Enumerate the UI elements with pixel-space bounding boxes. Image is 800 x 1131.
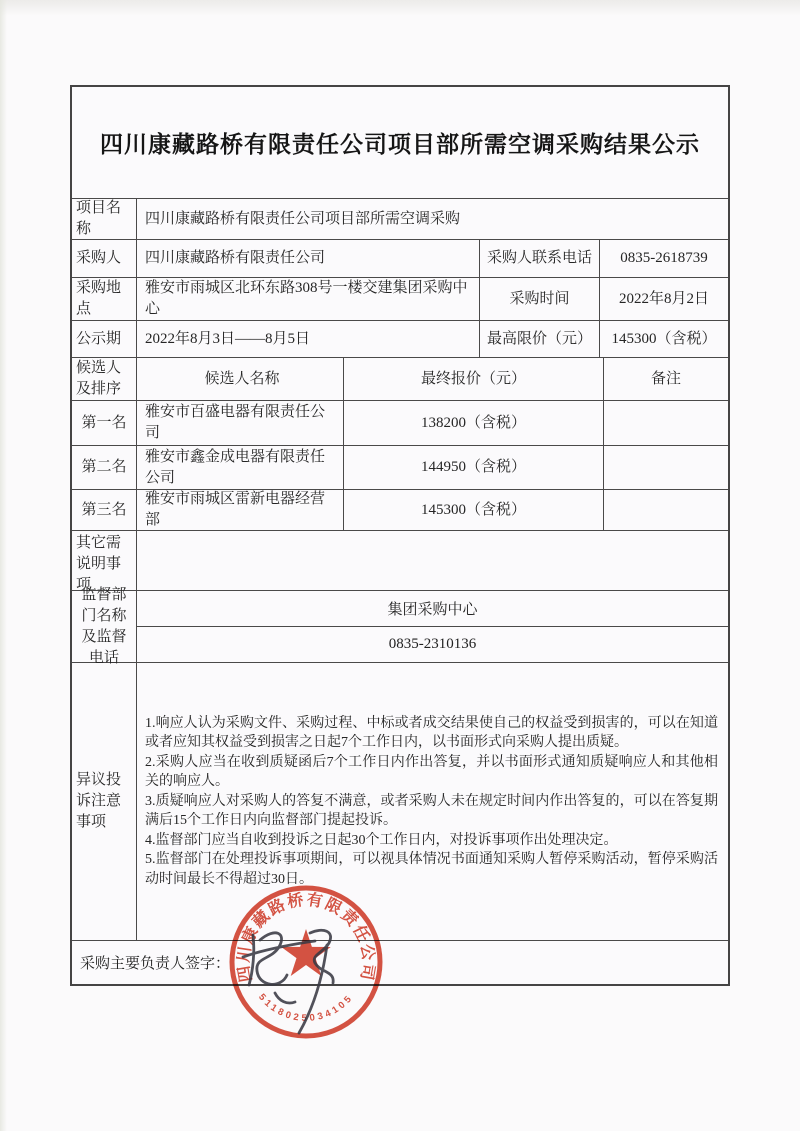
purchase-time-label: 采购时间 (479, 278, 599, 320)
candidate-price: 144950（含税） (343, 446, 603, 489)
paper-left-edge (0, 0, 7, 1131)
signature-label: 采购主要负责人签字： (80, 956, 231, 972)
supervision-department: 集团采购中心 (387, 602, 478, 618)
supervision-values (136, 591, 728, 662)
publicity-period-label: 公示期 (76, 330, 122, 347)
candidates-header-row (72, 357, 728, 400)
purchaser-label: 采购人 (76, 250, 122, 266)
candidate-name-header: 候选人名称 (136, 358, 343, 400)
purchaser-row (72, 239, 728, 277)
purchaser-value: 四川康藏路桥有限责任公司 (136, 240, 479, 277)
objection-item-1: 1.响应人认为采购文件、采购过程、中标或者成交结果使自己的权益受到损害的，可以在知道或者应知其权益受到损害之日起7个工作日内，以书面形式向采购人提出质疑。 (145, 715, 718, 751)
candidate-price: 145300（含税） (343, 490, 603, 530)
objection-notice-row (72, 662, 728, 940)
purchaser-phone-label: 采购人联系电话 (479, 240, 599, 277)
objection-items (136, 663, 728, 940)
announcement-table (70, 85, 730, 986)
candidate-rank: 第三名 (81, 501, 127, 518)
location-row (72, 277, 728, 320)
objection-item-3: 3.质疑响应人对采购人的答复不满意，或者采购人未在规定时间内作出答复的，可以在答复期满后15个工作日内向监督部门提起投诉。 (145, 793, 718, 829)
signature-row (72, 940, 728, 984)
objection-item-4: 4.监督部门应当自收到投诉之日起30个工作日内，对投诉事项作出处理决定。 (145, 832, 618, 848)
supervision-row (72, 586, 728, 666)
price-limit-label: 最高限价（元） (479, 321, 599, 357)
project-name-row (72, 198, 728, 239)
candidate-remark (603, 446, 728, 489)
location-label: 采购地点 (76, 280, 122, 317)
purchase-time-value: 2022年8月2日 (599, 278, 728, 320)
other-notes-row (72, 530, 728, 593)
seal-number-text: 5118025034105 (256, 991, 356, 1024)
candidate-remark (603, 490, 728, 530)
project-name-value: 四川康藏路桥有限责任公司项目部所需空调采购 (136, 199, 728, 239)
publicity-period-row (72, 320, 728, 357)
candidates-label: 候选人及排序 (76, 360, 122, 397)
handwritten-signature (215, 905, 365, 1055)
project-name-label: 项目名称 (76, 200, 122, 237)
supervision-phone: 0835-2310136 (137, 626, 728, 662)
table-row (72, 400, 728, 445)
seal-company-text: 四川康藏路桥有限责任公司 (235, 891, 377, 984)
candidate-remark (603, 401, 728, 445)
paper-top-edge (0, 0, 800, 16)
candidate-name: 雅安市鑫金成电器有限责任公司 (136, 446, 343, 489)
objection-item-2: 2.采购人应当在收到质疑函后7个工作日内作出答复，并以书面形式通知质疑响应人和其他相关的响应人。 (145, 754, 718, 790)
remark-header: 备注 (603, 358, 728, 400)
page-title: 四川康藏路桥有限责任公司项目部所需空调采购结果公示 (100, 132, 700, 157)
other-notes-value (136, 531, 728, 590)
final-price-header: 最终报价（元） (343, 358, 603, 400)
other-notes-label: 其它需说明事项 (76, 535, 122, 593)
objection-item-5: 5.监督部门在处理投诉事项期间，可以视具体情况书面通知采购人暂停采购活动，暂停采购活动时间最长不得超过30日。 (145, 852, 718, 887)
supervision-label: 监督部门名称及监督电话 (81, 586, 127, 666)
table-row (72, 445, 728, 489)
candidate-rank: 第一名 (81, 414, 127, 431)
table-row (72, 489, 728, 530)
objection-label: 异议投诉注意事项 (76, 772, 122, 830)
publicity-period-value: 2022年8月3日——8月5日 (136, 321, 479, 357)
purchaser-phone-value: 0835-2618739 (599, 240, 728, 277)
location-value: 雅安市雨城区北环东路308号一楼交建集团采购中心 (136, 278, 479, 320)
candidate-rank: 第二名 (81, 459, 127, 475)
candidate-price: 138200（含税） (343, 401, 603, 445)
title-row (72, 87, 728, 198)
candidate-name: 雅安市百盛电器有限责任公司 (136, 401, 343, 445)
candidate-name: 雅安市雨城区雷新电器经营部 (136, 490, 343, 530)
price-limit-value: 145300（含税） (599, 321, 728, 357)
